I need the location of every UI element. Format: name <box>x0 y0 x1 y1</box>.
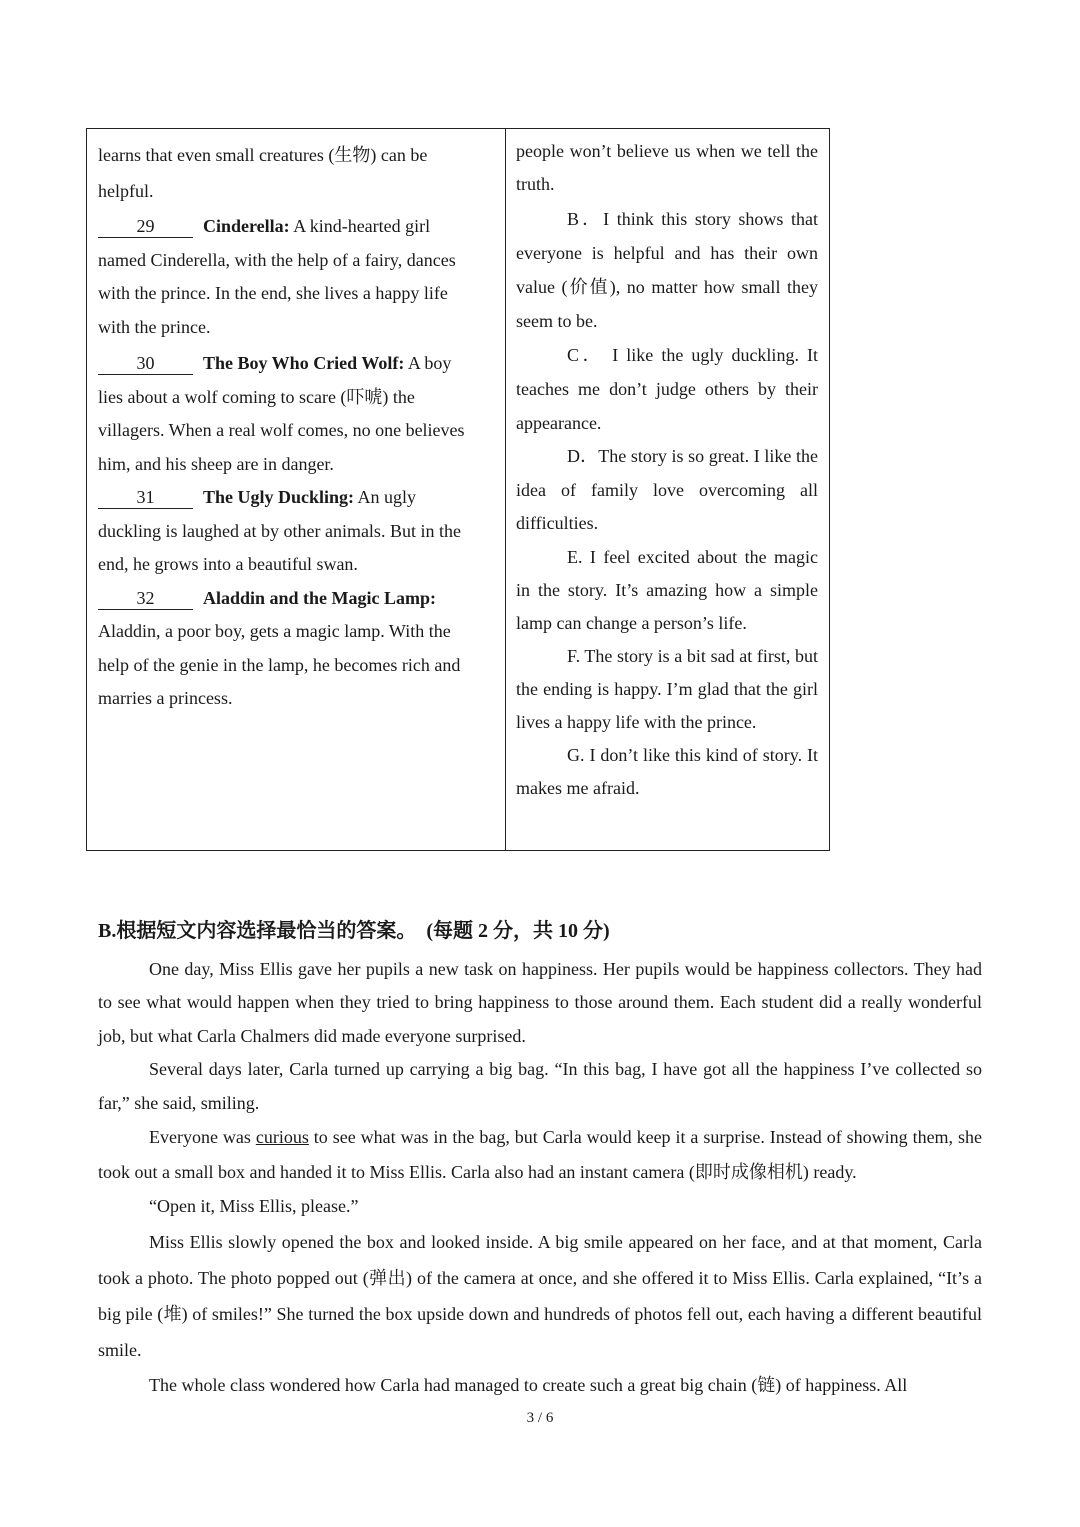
option-a-continued: people won’t believe us when we tell the truth. <box>516 141 818 194</box>
section-b-instruction: B.根据短文内容选择最恰当的答案。 <box>98 920 417 942</box>
option-c: C． I like the ugly duckling. It teaches me don’t judge others by their appearance. <box>516 345 818 433</box>
option-g: G. I don’t like this kind of story. It makes me afraid. <box>516 744 818 798</box>
answer-blank-29[interactable]: 29 <box>98 215 193 238</box>
story-text: Aladdin, a poor boy, gets a magic lamp. With the <box>98 621 451 641</box>
section-b-score: (每题 2 分，共 10 分) <box>426 920 610 942</box>
passage-text: Everyone was <box>149 1127 256 1148</box>
section-b-heading <box>98 914 610 948</box>
option-e: E. I feel excited about the magic in the story. It’s amazing how a simple lamp can change a person’s life. <box>516 546 818 633</box>
story-item-31 <box>98 481 495 515</box>
story-text: villagers. When a real wolf comes, no one believes <box>98 420 465 440</box>
story-list-column <box>87 129 506 850</box>
story-text: with the prince. In the end, she lives a happy life <box>98 283 448 303</box>
story-title-boy-who-cried-wolf: The Boy Who Cried Wolf: <box>203 353 405 373</box>
story-text: help of the genie in the lamp, he becomes rich and <box>98 654 461 675</box>
story-text: named Cinderella, with the help of a fairy, dances <box>98 249 456 270</box>
answer-blank-31[interactable]: 31 <box>98 486 193 509</box>
page-number: 3 / 6 <box>526 1410 554 1426</box>
story-text: end, he grows into a beautiful swan. <box>98 554 358 574</box>
story-item-30 <box>98 347 495 381</box>
story-title-aladdin: Aladdin and the Magic Lamp: <box>203 587 437 608</box>
answer-blank-30[interactable]: 30 <box>98 352 193 375</box>
opinion-options-column <box>506 129 829 850</box>
passage-paragraph-3 <box>98 1120 982 1189</box>
option-d: D．The story is so great. I like the idea of family love overcoming all difficulties. <box>516 446 818 533</box>
passage-text: to see what was in the bag, but Carla would keep it a surprise. Instead of showing them, she took out a small box and handed it to Miss Ellis. Carla also had an instant camera (即时成像相机) ready. <box>98 1127 982 1182</box>
story-text: marries a princess. <box>98 688 233 708</box>
story-text: with the prince. <box>98 316 211 337</box>
story-title-ugly-duckling: The Ugly Duckling: <box>203 487 355 507</box>
intro-line-1: learns that even small creatures (生物) can be <box>98 145 428 165</box>
story-text: A kind-hearted girl <box>293 216 431 236</box>
passage-paragraph-6: The whole class wondered how Carla had managed to create such a great big chain (链) of happiness. All <box>149 1374 908 1395</box>
passage-paragraph-2: Several days later, Carla turned up carrying a big bag. “In this bag, I have got all the happiness I’ve collected so far,” she said, smiling. <box>98 1059 982 1113</box>
story-text: A boy <box>407 353 452 373</box>
option-b: B．I think this story shows that everyone is helpful and has their own value (价值), no matter how small they seem to be. <box>516 209 818 331</box>
story-text: him, and his sheep are in danger. <box>98 453 334 474</box>
option-f: F. The story is a bit sad at first, but the ending is happy. I’m glad that the girl lives a happy life with the prince. <box>516 645 818 732</box>
story-text: An ugly <box>357 487 417 507</box>
story-item-32 <box>98 582 495 616</box>
story-item-29 <box>98 210 495 244</box>
passage-paragraph-4: “Open it, Miss Ellis, please.” <box>149 1196 359 1217</box>
story-text: duckling is laughed at by other animals. But in the <box>98 520 461 541</box>
story-text: lies about a wolf coming to scare (吓唬) the <box>98 386 415 407</box>
answer-blank-32[interactable]: 32 <box>98 587 193 610</box>
reading-passage <box>98 953 982 1402</box>
story-title-cinderella: Cinderella: <box>203 216 290 236</box>
matching-table <box>86 128 830 851</box>
intro-line-2: helpful. <box>98 181 154 201</box>
underlined-word-curious: curious <box>255 1127 309 1148</box>
passage-paragraph-1: One day, Miss Ellis gave her pupils a new task on happiness. Her pupils would be happiness collectors. They had to see what would happen when they tried to bring happiness to those around them. Each student did a really wonderful job, but what Carla Chalmers did made everyone surprised. <box>98 959 982 1046</box>
passage-paragraph-5: Miss Ellis slowly opened the box and looked inside. A big smile appeared on her face, and at that moment, Carla took a photo. The photo popped out (弹出) of the camera at once, and she offered it to Miss Ellis. Carla explained, “It’s a big pile (堆) of smiles!” She turned the box upside down and hundreds of photos fell out, each having a different beautiful smile. <box>98 1231 982 1360</box>
